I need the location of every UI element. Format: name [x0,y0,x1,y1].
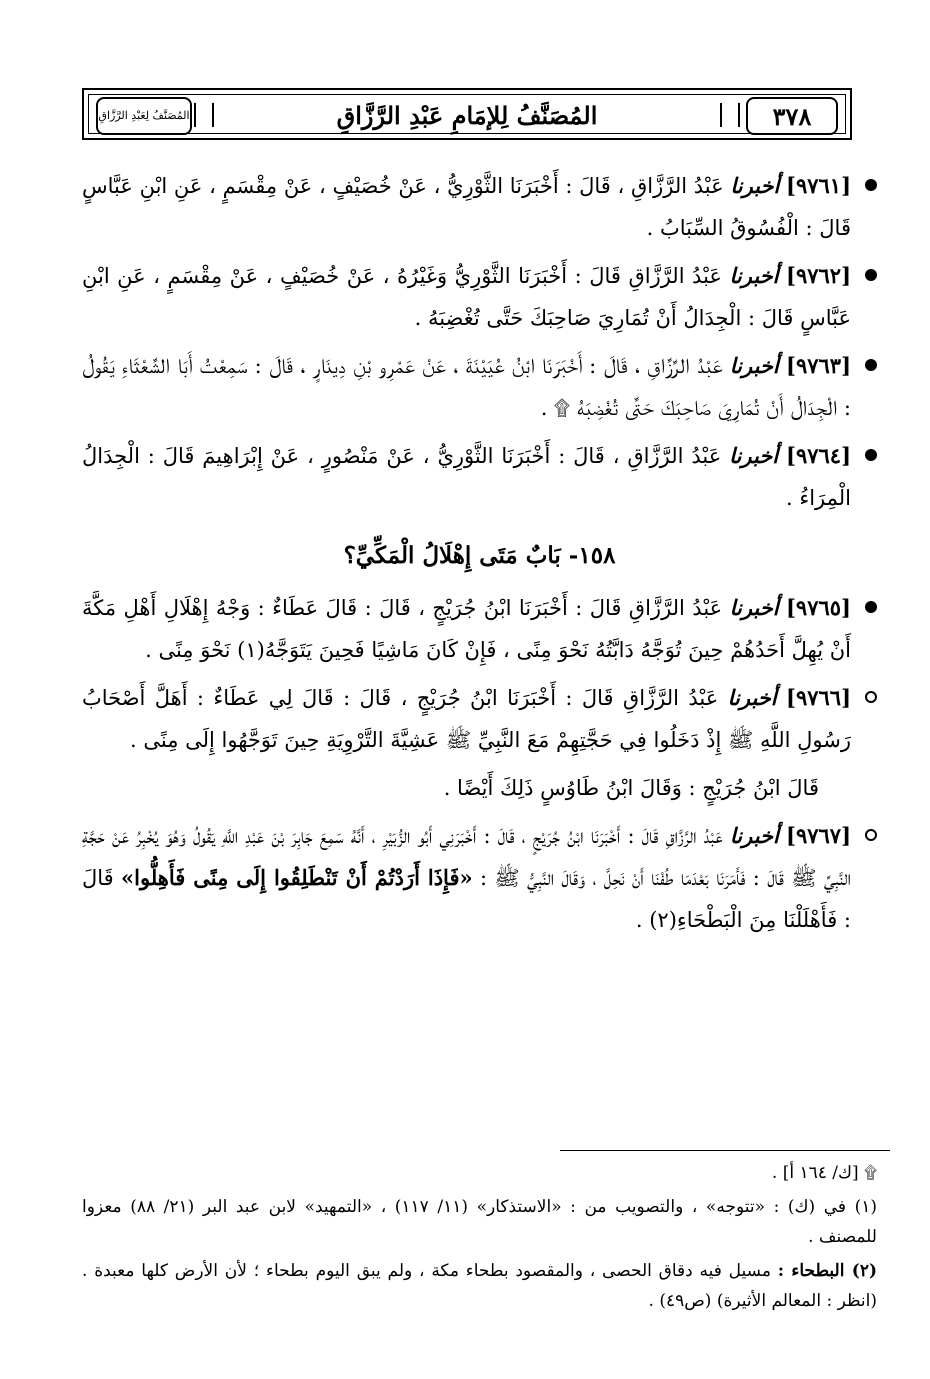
hadith-9766 [82,677,877,761]
hadith-9765 [82,587,877,671]
seal-text: المُصَنَّفُ لِعَبْدِ الرَّزَّاقِ [98,109,190,122]
hadith-text: عَبْدُ الرَّزَّاقِ ، قَالَ : أَخْبَرَنَا الثَّوْرِيُّ ، عَنْ مَنْصُورٍ ، عَنْ إِبْرَاهِيمَ قَالَ : الْجِدَالُ الْمِرَاءُ . [82,444,851,510]
hollow-bullet-icon [865,691,877,703]
hadith-9761 [82,165,877,249]
akhbarna-word: أخبرنا [729,595,779,620]
akhbarna-word: أخبرنا [729,353,779,378]
hadith-text: عَبْدُ الرَّزَّاقِ قَالَ : أَخْبَرَنَا ابْنُ جُرَيْجٍ ، قَالَ : قَالَ لِي عَطَاءٌ : أَهَلَّ أَصْحَابُ رَسُولِ اللَّهِ ﷺ إِذْ دَخَلُوا فِي حَجَّتِهِمْ مَعَ النَّبِيِّ ﷺ عَشِيَّةَ التَّرْوِيَةِ حِينَ تَوَجَّهُوا إِلَى مِنًى . [82,686,851,752]
hadith-number: [٩٧٦٥] [785,595,851,620]
hadith-9767 [82,815,877,941]
filled-bullet-icon [865,449,877,461]
hadith-text: عَبْدُ الرَّزَّاقِ قَالَ : أَخْبَرَنَا ابْنُ جُرَيْجٍ ، قَالَ : أَخْبَرَنِي أَبُو الزُّبَيْرِ ، أَنَّهُ سَمِعَ جَابِرَ بْنَ عَبْدِ اللَّهِ يَقُولُ وَهُوَ يُخْبِرُ عَنْ حَجَّةِ النَّبِيِّ ﷺ قَالَ : فَأَمَرَنَا بَعْدَمَا طُفْنَا أَنْ نَحِلَّ ، وَقَالَ النَّبِيُّ ﷺ : [82,824,851,890]
hadith-9762 [82,255,877,339]
ibn-jurayj-note: قَالَ ابْنُ جُرَيْجٍ : وَقَالَ ابْنُ طَاوُسٍ ذَلِكَ أَيْضًا . [443,776,819,800]
hadith-text: عَبْدُ الرَّزَّاقِ ، قَالَ : أَخْبَرَنَا الثَّوْرِيُّ ، عَنْ خُصَيْفٍ ، عَنْ مِقْسَمٍ ، عَنِ ابْنِ عَبَّاسٍ قَالَ : الْفُسُوقُ السِّبَابُ . [82,174,851,240]
akhbarna-word: أخبرنا [727,685,777,710]
hadith-9764 [82,435,877,519]
chapter-title: ١٥٨- بَابٌ مَتَى إِهْلَالُ الْمَكِّيِّ؟ [343,542,616,569]
hadith-text: عَبْدُ الرَّزَّاقِ ، قَالَ : أَخْبَرَنَا ابْنُ عُيَيْنَةَ ، عَنْ عَمْرِو بْنِ دِينَارٍ ، قَالَ : سَمِعْتُ أَبَا الشَّعْثَاءِ يَقُولُ : الْجِدَالُ أَنْ تُمَارِيَ صَاحِبَكَ حَتَّى تُغْضِبَهُ ۩ . [82,354,851,420]
akhbarna-word: أخبرنا [729,443,779,468]
page-title: المُصَنَّفُ لِلإمَامِ عَبْدِ الرَّزَّاقِ [336,100,598,130]
footnote-separator [560,1150,890,1151]
akhbarna-word: أخبرنا [729,263,779,288]
header-ornament-right [720,103,740,127]
hadith-number: [٩٧٦٧] [786,823,851,848]
manuscript-marker: ۩ [ك/ ١٦٤ أ] . [771,1163,877,1183]
footnote-2-text: مسيل فيه دقاق الحصى ، والمقصود بطحاء مكة ، ولم يبق اليوم بطحاء ؛ لأن الأرض كلها معبدة . (انظر : المعالم الأثيرة) (ص٤٩) . [82,1261,877,1311]
filled-bullet-icon [865,601,877,613]
hadith-number: [٩٧٦٦] [786,685,851,710]
prophet-quote: «فَإِذَا أَرَدْتُمْ أَنْ تَنْطَلِقُوا إِلَى مِنًى فَأَهِلُّوا» [121,865,473,890]
book-seal [96,97,192,135]
akhbarna-word: أخبرنا [730,173,780,198]
footnote-2-label: (٢) البطحاء : [777,1261,878,1281]
hadith-text: عَبْدُ الرَّزَّاقِ قَالَ : أَخْبَرَنَا ابْنُ جُرَيْجٍ ، قَالَ : قَالَ عَطَاءٌ : وَجْهُ إِهْلَالِ أَهْلِ مَكَّةَ أَنْ يُهِلَّ أَحَدُهُمْ حِينَ تُوَجَّهُ دَابَّتُهُ نَحْوَ مِنًى ، فَإِنْ كَانَ مَاشِيًا فَحِينَ يَتَوَجَّهُ(١) نَحْوَ مِنًى . [82,596,851,662]
footnotes [82,1158,877,1320]
hadith-number: [٩٧٦٤] [786,443,851,468]
page-header [82,88,852,140]
hadith-text: عَبْدُ الرَّزَّاقِ قَالَ : أَخْبَرَنَا الثَّوْرِيُّ وَغَيْرُهُ ، عَنْ خُصَيْفٍ ، عَنْ مِقْسَمٍ ، عَنِ ابْنِ عَبَّاسٍ قَالَ : الْجِدَالُ أَنْ تُمَارِيَ صَاحِبَكَ حَتَّى تُغْضِبَهُ . [82,264,851,330]
filled-bullet-icon [865,269,877,281]
page-number: ٣٧٨ [746,97,838,135]
hadith-number: [٩٧٦٢] [786,263,851,288]
hadith-number: [٩٧٦١] [786,173,851,198]
hadith-number: [٩٧٦٣] [786,353,851,378]
hadith-9763 [82,345,877,429]
footnote-1: (١) في (ك) : «تتوجه» ، والتصويب من : «الاستذكار» (١١/ ١١٧) ، «التمهيد» لابن عبد البر (٢١/ ٨٨) معزوا للمصنف . [82,1197,878,1247]
akhbarna-word: أخبرنا [729,823,779,848]
main-text [82,165,877,947]
footnote-2 [82,1256,877,1316]
hadith-text-end: قَالَ : فَأَهْلَلْنَا مِنَ الْبَطْحَاءِ(٢) . [82,866,851,932]
filled-bullet-icon [865,179,877,191]
hollow-bullet-icon [865,829,877,841]
filled-bullet-icon [865,359,877,371]
